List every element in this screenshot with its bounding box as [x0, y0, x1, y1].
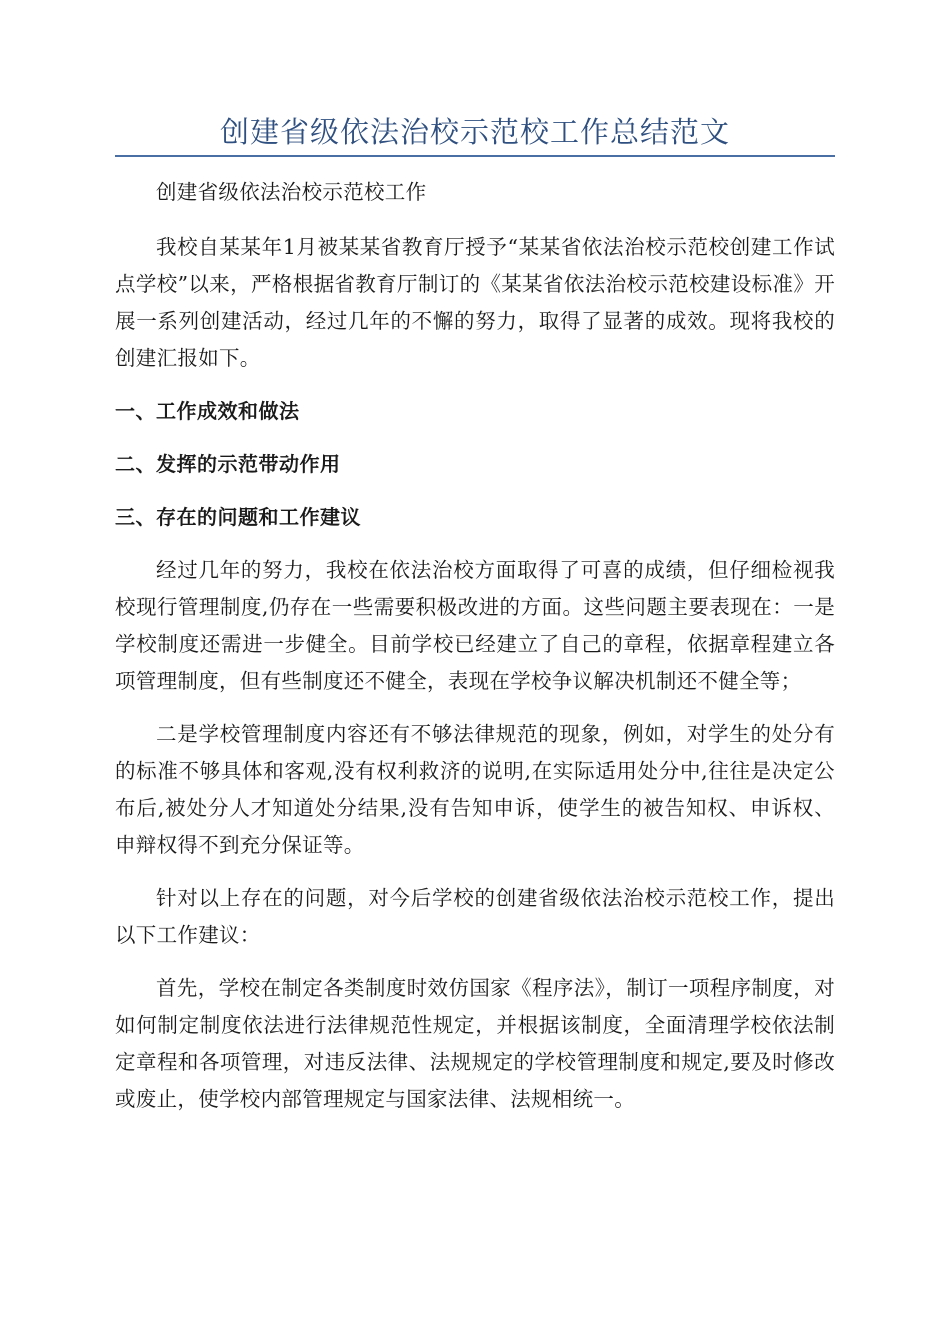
body-paragraph: 二是学校管理制度内容还有不够法律规范的现象，例如，对学生的处分有的标准不够具体和客观,没有权利救济的说明,在实际适用处分中,往往是决定公布后,被处分人才知道处分结果,没有告知申诉，使学生的被告知权、申诉权、申辩权得不到充分保证等。: [115, 722, 835, 857]
intro-paragraph: 我校自某某年1月被某某省教育厅授予“某某省依法治校示范校创建工作试点学校”以来，严格根据省教育厅制订的《某某省依法治校示范校建设标准》开展一系列创建活动，经过几年的不懈的努力，取得了显著的成效。现将我校的创建汇报如下。: [115, 235, 835, 370]
section-heading-problems: 三、存在的问题和工作建议: [115, 505, 361, 529]
body-paragraph: 经过几年的努力，我校在依法治校方面取得了可喜的成绩，但仔细检视我校现行管理制度,仍存在一些需要积极改进的方面。这些问题主要表现在：一是学校制度还需进一步健全。目前学校已经建立了自己的章程，依据章程建立各项管理制度，但有些制度还不健全，表现在学校争议解决机制还不健全等；: [115, 558, 835, 693]
title-underline: [115, 155, 835, 157]
document-body: [115, 174, 835, 1134]
body-paragraph: 首先，学校在制定各类制度时效仿国家《程序法》，制订一项程序制度，对如何制定制度依法进行法律规范性规定，并根据该制度，全面清理学校依法制定章程和各项管理，对违反法律、法规规定的学校管理制度和规定,要及时修改或废止，使学校内部管理规定与国家法律、法规相统一。: [115, 976, 835, 1111]
document-title: 创建省级依法治校示范校工作总结范文: [219, 115, 730, 149]
document-subtitle: 创建省级依法治校示范校工作: [156, 180, 427, 204]
section-heading-demonstration: 二、发挥的示范带动作用: [115, 452, 341, 476]
section-heading-achievements: 一、工作成效和做法: [115, 399, 300, 423]
body-paragraph: 针对以上存在的问题，对今后学校的创建省级依法治校示范校工作，提出以下工作建议：: [115, 886, 835, 947]
